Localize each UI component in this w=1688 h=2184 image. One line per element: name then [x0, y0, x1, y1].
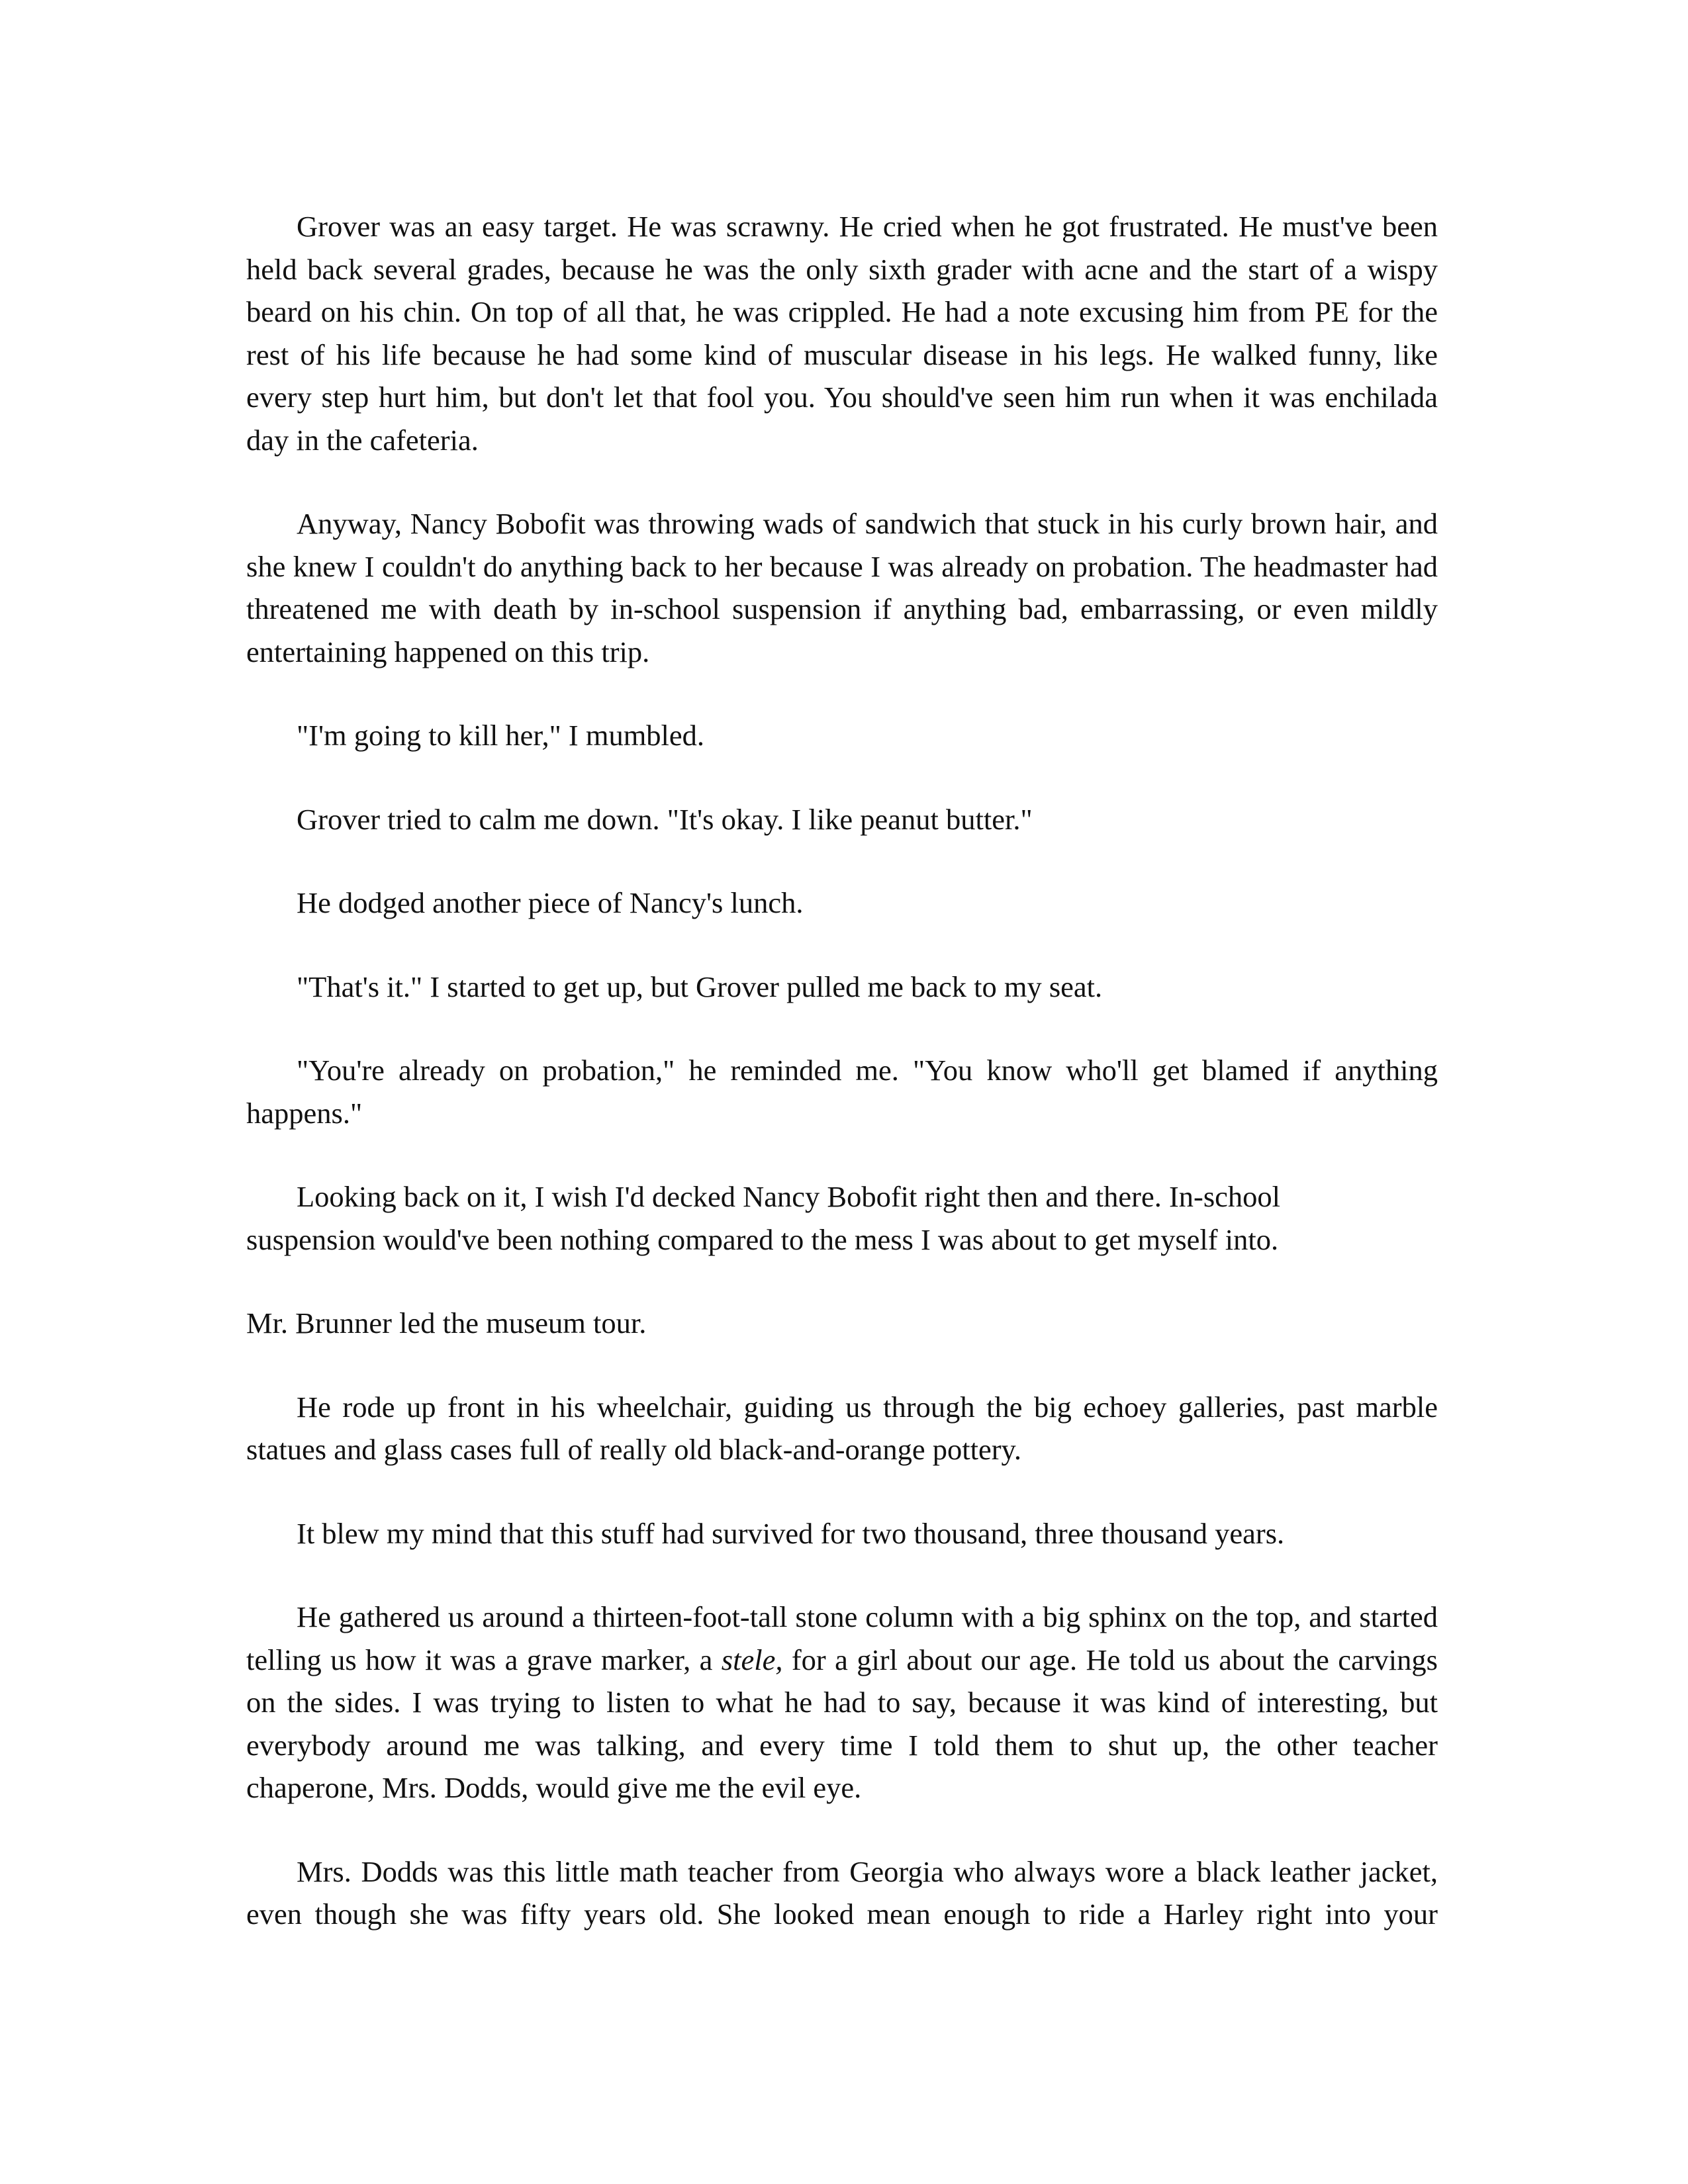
paragraph-blew-my-mind: It blew my mind that this stuff had survived for two thousand, three thousand years. — [297, 1516, 1285, 1550]
paragraph-looking-back-line-1: Looking back on it, I wish I'd decked Nancy Bobofit right then and there. In-school — [297, 1180, 1281, 1213]
paragraph-looking-back-line-2: suspension would've been nothing compared to the mess I was about to get myself into. — [246, 1222, 1279, 1256]
paragraph-wheelchair: He rode up front in his wheelchair, guiding us through the big echoey galleries, past marble statues and glass cases full of really old black-and-orange pottery. — [246, 1390, 1438, 1466]
paragraph-peanut-butter: Grover tried to calm me down. "It's okay. I like peanut butter." — [297, 802, 1033, 836]
paragraph-stone-column — [246, 1596, 1438, 1809]
paragraph-dodged-lunch: He dodged another piece of Nancy's lunch. — [297, 886, 804, 919]
paragraph-grover-easy-target: Grover was an easy target. He was scrawny. He cried when he got frustrated. He must've been held back several grades, because he was the only sixth grader with acne and the start of a wispy beard on his chin. On top of all that, he was crippled. He had a note excusing him from PE for the rest of his life because he had some kind of muscular disease in his legs. He walked funny, like every step hurt him, but don't let that fool you. You should've seen him run when it was enchilada day in the cafeteria. — [246, 210, 1438, 457]
paragraph-looking-back — [246, 1175, 1438, 1261]
paragraph-museum-tour: Mr. Brunner led the museum tour. — [246, 1306, 647, 1340]
document-page — [246, 205, 1438, 1936]
paragraph-thats-it: "That's it." I started to get up, but Grover pulled me back to my seat. — [297, 970, 1103, 1003]
paragraph-kill-her: "I'm going to kill her," I mumbled. — [297, 719, 705, 752]
paragraph-mrs-dodds: Mrs. Dodds was this little math teacher from Georgia who always wore a black leather jacket, even though she was fifty years old. She looked mean enough to ride a Harley right into your — [246, 1854, 1438, 1931]
paragraph-nancy-bobofit: Anyway, Nancy Bobofit was throwing wads of sandwich that stuck in his curly brown hair, and she knew I couldn't do anything back to her because I was already on probation. The headmaster had threatened me with death by in-school suspension if anything bad, embarrassing, or even mildly entertaining happened on this trip. — [246, 507, 1438, 668]
paragraph-stone-column-after: for a girl about our age. He told us about the carvings on the sides. I was trying to listen to what he had to say, because it was kind of interesting, but everybody around me was talking, and every time I told them to shut up, the other teacher chaperone, Mrs. Dodds, would give me the evil eye. — [246, 1643, 1438, 1804]
paragraph-on-probation: "You're already on probation," he reminded me. "You know who'll get blamed if anything happens." — [246, 1054, 1438, 1130]
paragraph-stone-column-before: He gathered us around a thirteen-foot-tall stone column with a big sphinx on the top, and started telling us how it was a grave marker, a — [246, 1600, 1438, 1676]
paragraph-stone-column-italic: stele, — [721, 1643, 783, 1676]
